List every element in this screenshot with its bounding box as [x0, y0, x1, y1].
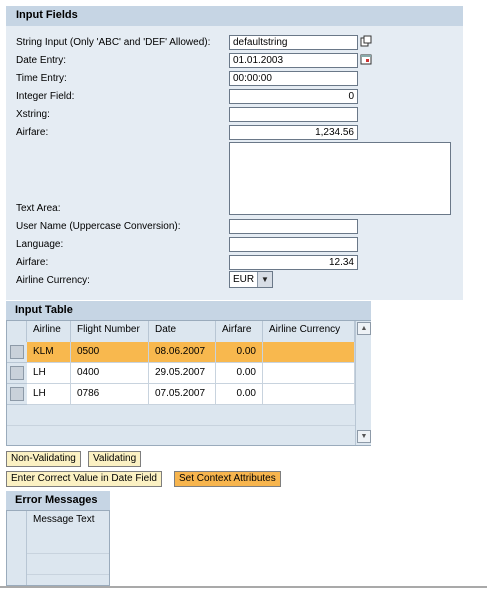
user-name-field[interactable]	[229, 219, 358, 234]
column-header-airfare[interactable]: Airfare	[216, 321, 263, 342]
integer-field-input[interactable]: 0	[229, 89, 358, 104]
select-all-header[interactable]	[7, 511, 27, 532]
row-divider	[27, 553, 109, 554]
xstring-field[interactable]	[229, 107, 358, 122]
airline-currency-label: Airline Currency:	[16, 275, 90, 286]
cell-airfare[interactable]: 0.00	[216, 384, 263, 405]
error-messages-table	[6, 510, 110, 586]
string-input-field[interactable]: defaultstring	[229, 35, 358, 50]
cell-date[interactable]: 08.06.2007	[149, 342, 216, 363]
empty-table-row	[7, 405, 355, 426]
page-bottom-divider	[0, 586, 487, 588]
column-header-message-text[interactable]: Message Text	[27, 511, 109, 532]
airline-currency-dropdown[interactable]	[229, 271, 273, 288]
column-header-date[interactable]: Date	[149, 321, 216, 342]
cell-flight-number[interactable]: 0400	[71, 363, 149, 384]
non-validating-button[interactable]: Non-Validating	[6, 451, 81, 467]
cell-airline-currency[interactable]	[263, 342, 355, 363]
integer-field-label: Integer Field:	[16, 91, 75, 102]
cell-airline[interactable]: LH	[27, 384, 71, 405]
value-help-icon[interactable]	[359, 35, 373, 49]
time-entry-label: Time Entry:	[16, 73, 67, 84]
cell-airline-currency[interactable]	[263, 363, 355, 384]
cell-airline[interactable]: KLM	[27, 342, 71, 363]
airfare-field[interactable]: 1,234.56	[229, 125, 358, 140]
row-selector[interactable]	[7, 384, 27, 405]
row-selector[interactable]	[7, 342, 27, 363]
text-area[interactable]	[229, 142, 451, 215]
empty-table-row	[7, 426, 355, 447]
string-input-label: String Input (Only 'ABC' and 'DEF' Allowed):	[16, 37, 211, 48]
row-divider	[27, 574, 109, 575]
row-selector[interactable]	[7, 363, 27, 384]
cell-airfare[interactable]: 0.00	[216, 342, 263, 363]
table-row[interactable]	[27, 384, 355, 405]
scroll-down-icon[interactable]: ▼	[357, 430, 371, 443]
xstring-label: Xstring:	[16, 109, 50, 120]
airfare-field[interactable]: 12.34	[229, 255, 358, 270]
text-area-label: Text Area:	[16, 203, 61, 214]
input-table	[6, 320, 371, 446]
cell-airline-currency[interactable]	[263, 384, 355, 405]
cell-date[interactable]: 07.05.2007	[149, 384, 216, 405]
validating-button[interactable]: Validating	[88, 451, 141, 467]
date-entry-field[interactable]: 01.01.2003	[229, 53, 358, 68]
column-header-airline[interactable]: Airline	[27, 321, 71, 342]
input-table-title: Input Table	[6, 301, 371, 320]
calendar-icon[interactable]	[359, 53, 373, 67]
time-entry-field[interactable]: 00:00:00	[229, 71, 358, 86]
airline-currency-value: EUR	[233, 274, 255, 285]
row-selector-column	[7, 532, 27, 585]
table-row[interactable]	[27, 342, 355, 363]
column-header-airline-currency[interactable]: Airline Currency	[263, 321, 355, 342]
column-header-flight-number[interactable]: Flight Number	[71, 321, 149, 342]
error-messages-title: Error Messages	[6, 491, 110, 510]
language-field[interactable]	[229, 237, 358, 252]
date-entry-label: Date Entry:	[16, 55, 67, 66]
language-label: Language:	[16, 239, 64, 250]
table-row[interactable]	[27, 363, 355, 384]
airfare-label: Airfare:	[16, 127, 49, 138]
user-name-label: User Name (Uppercase Conversion):	[16, 221, 181, 232]
cell-airfare[interactable]: 0.00	[216, 363, 263, 384]
scroll-up-icon[interactable]: ▲	[357, 322, 371, 335]
chevron-down-icon[interactable]: ▼	[257, 272, 272, 287]
cell-airline[interactable]: LH	[27, 363, 71, 384]
enter-correct-date-button[interactable]: Enter Correct Value in Date Field	[6, 471, 162, 487]
airfare-label: Airfare:	[16, 257, 49, 268]
select-all-header[interactable]	[7, 321, 27, 342]
cell-date[interactable]: 29.05.2007	[149, 363, 216, 384]
table-vertical-scrollbar[interactable]	[355, 321, 371, 445]
input-fields-title: Input Fields	[6, 6, 463, 26]
set-context-attributes-button[interactable]: Set Context Attributes	[174, 471, 281, 487]
cell-flight-number[interactable]: 0786	[71, 384, 149, 405]
cell-flight-number[interactable]: 0500	[71, 342, 149, 363]
